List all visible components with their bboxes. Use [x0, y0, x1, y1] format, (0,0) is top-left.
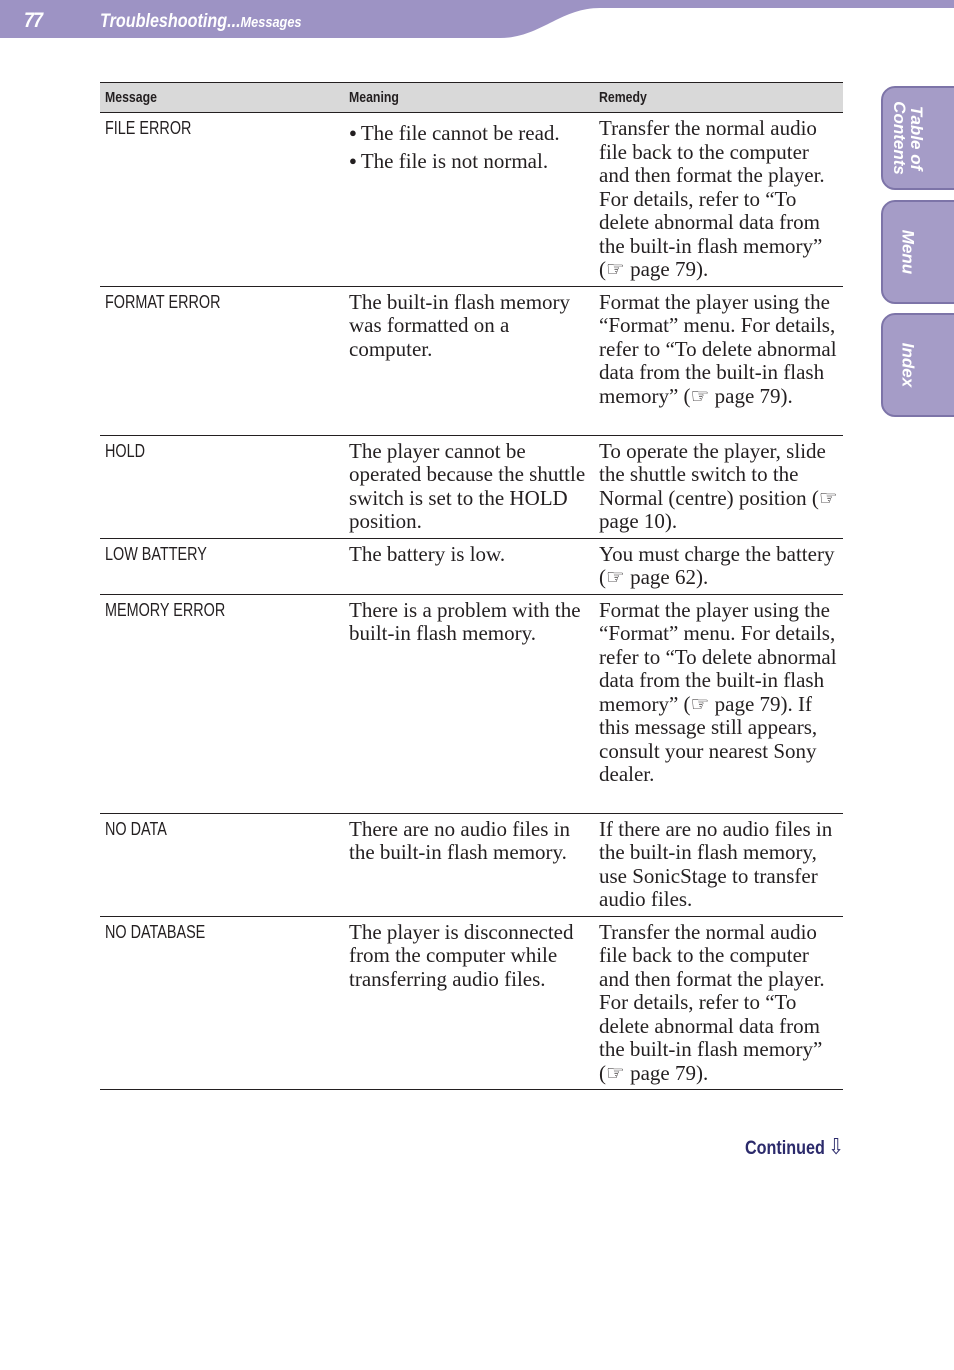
remedy-cell: Transfer the normal audio file back to the computer and then format the player. For details, refer to “To delete abnormal data from the built-in flash memory” (☞ page 79).: [594, 113, 843, 287]
message-cell: NO DATABASE: [100, 916, 344, 1090]
continued-label: Continued: [745, 1138, 825, 1159]
table-row: [100, 813, 843, 916]
meaning-bullet: ● The file is not normal.: [349, 149, 589, 174]
meaning-cell: [344, 113, 594, 287]
message-cell: FORMAT ERROR: [100, 286, 344, 435]
breadcrumb-subsection[interactable]: Messages: [240, 14, 302, 31]
meaning-cell: There is a problem with the built-in flash memory.: [344, 594, 594, 813]
message-cell: FILE ERROR: [100, 113, 344, 287]
tab-table-of-contents[interactable]: [881, 86, 954, 190]
message-cell: HOLD: [100, 435, 344, 538]
message-cell: NO DATA: [100, 813, 344, 916]
breadcrumb-section[interactable]: Troubleshooting...: [100, 11, 241, 32]
message-cell: LOW BATTERY: [100, 538, 344, 594]
remedy-cell: To operate the player, slide the shuttle switch to the Normal (centre) position (☞ page 10).: [594, 435, 843, 538]
meaning-cell: The built-in flash memory was formatted on a computer.: [344, 286, 594, 435]
tab-menu-label: Menu: [898, 229, 918, 275]
tab-table-of-contents-label: Table of Contents: [890, 101, 926, 175]
remedy-cell: You must charge the battery (☞ page 62).: [594, 538, 843, 594]
continued-link[interactable]: [745, 1134, 844, 1160]
remedy-cell: Format the player using the “Format” menu. For details, refer to “To delete abnormal data from the built-in flash memory” (☞ page 79). If this message still appears, consult your nearest Sony dealer.: [594, 594, 843, 813]
tab-index[interactable]: [881, 313, 954, 417]
meaning-cell: The player is disconnected from the computer while transferring audio files.: [344, 916, 594, 1090]
table-header-row: [100, 83, 843, 113]
table-row: [100, 594, 843, 813]
down-arrow-icon: ⇩: [828, 1134, 844, 1159]
messages-table: [100, 82, 843, 1090]
table-row: [100, 916, 843, 1090]
message-cell: MEMORY ERROR: [100, 594, 344, 813]
breadcrumb[interactable]: [100, 11, 302, 33]
tab-menu[interactable]: [881, 200, 954, 304]
meaning-cell: The player cannot be operated because the shuttle switch is set to the HOLD position.: [344, 435, 594, 538]
remedy-cell: Transfer the normal audio file back to the computer and then format the player. For details, refer to “To delete abnormal data from the built-in flash memory” (☞ page 79).: [594, 916, 843, 1090]
table-row: [100, 113, 843, 287]
remedy-cell: If there are no audio files in the built-in flash memory, use SonicStage to transfer audio files.: [594, 813, 843, 916]
column-header-remedy: Remedy: [594, 83, 843, 113]
meaning-bullet: ● The file cannot be read.: [349, 121, 589, 146]
column-header-message: Message: [100, 83, 344, 113]
page-number: 77: [24, 9, 43, 32]
meaning-cell: There are no audio files in the built-in flash memory.: [344, 813, 594, 916]
remedy-cell: Format the player using the “Format” menu. For details, refer to “To delete abnormal data from the built-in flash memory” (☞ page 79).: [594, 286, 843, 435]
column-header-meaning: Meaning: [344, 83, 594, 113]
tab-index-label: Index: [898, 342, 918, 388]
table-row: [100, 538, 843, 594]
meaning-cell: The battery is low.: [344, 538, 594, 594]
table-row: [100, 286, 843, 435]
table-row: [100, 435, 843, 538]
